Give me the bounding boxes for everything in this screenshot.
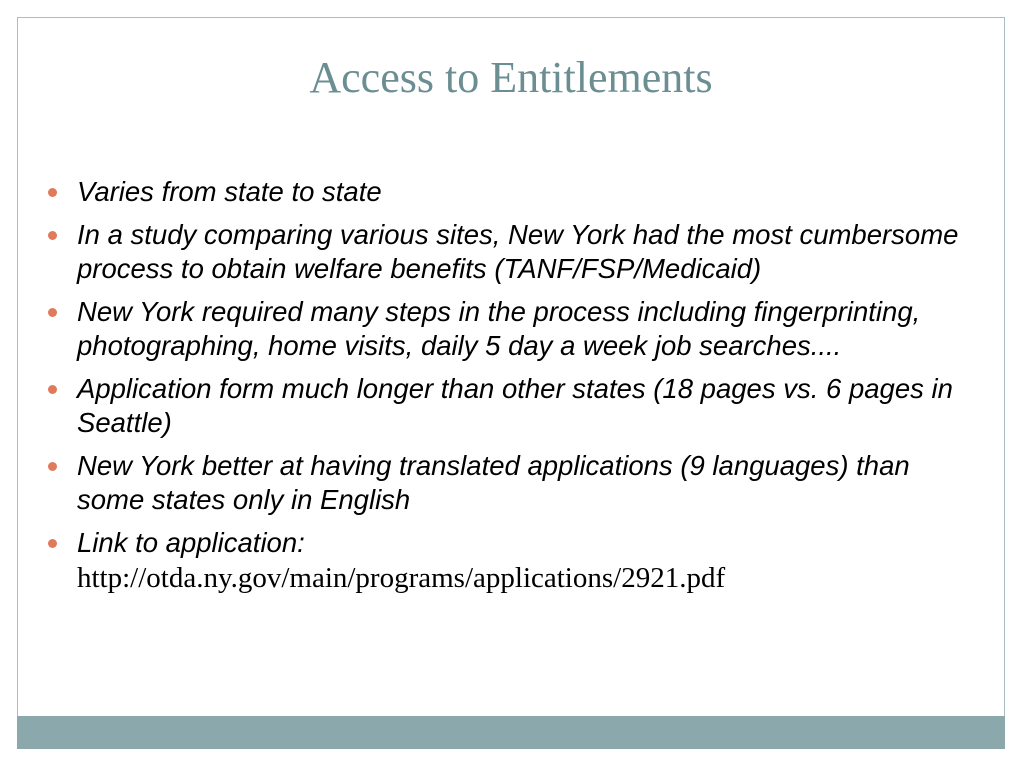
bullet-dot-icon — [48, 385, 57, 394]
bullet-item — [45, 449, 970, 518]
bullet-item — [45, 175, 970, 210]
bullet-text: Varies from state to state — [77, 176, 382, 207]
bullet-dot-icon — [48, 231, 57, 240]
bullet-dot-icon — [48, 539, 57, 548]
bullet-dot-icon — [48, 188, 57, 197]
application-link[interactable]: http://otda.ny.gov/main/programs/applications/2921.pdf — [77, 562, 726, 594]
bullet-dot-icon — [48, 308, 57, 317]
bullet-text: In a study comparing various sites, New York had the most cumbersome process to obtain welfare benefits (TANF/FSP/Medicaid) — [77, 218, 959, 284]
bullet-list — [45, 175, 970, 604]
bullet-dot-icon — [48, 462, 57, 471]
bullet-text: Application form much longer than other states (18 pages vs. 6 pages in Seattle) — [77, 372, 953, 438]
bullet-item — [45, 218, 970, 287]
bullet-text: Link to application: — [77, 526, 305, 558]
bullet-item — [45, 372, 970, 441]
bullet-text: New York required many steps in the process including fingerprinting, photographing, home visits, daily 5 day a week job searches.... — [77, 295, 921, 361]
bullet-item — [45, 526, 970, 597]
footer-band — [17, 716, 1005, 749]
bullet-item — [45, 295, 970, 364]
slide-title: Access to Entitlements — [309, 53, 713, 102]
bullet-text: New York better at having translated applications (9 languages) than some states only in English — [77, 449, 910, 515]
